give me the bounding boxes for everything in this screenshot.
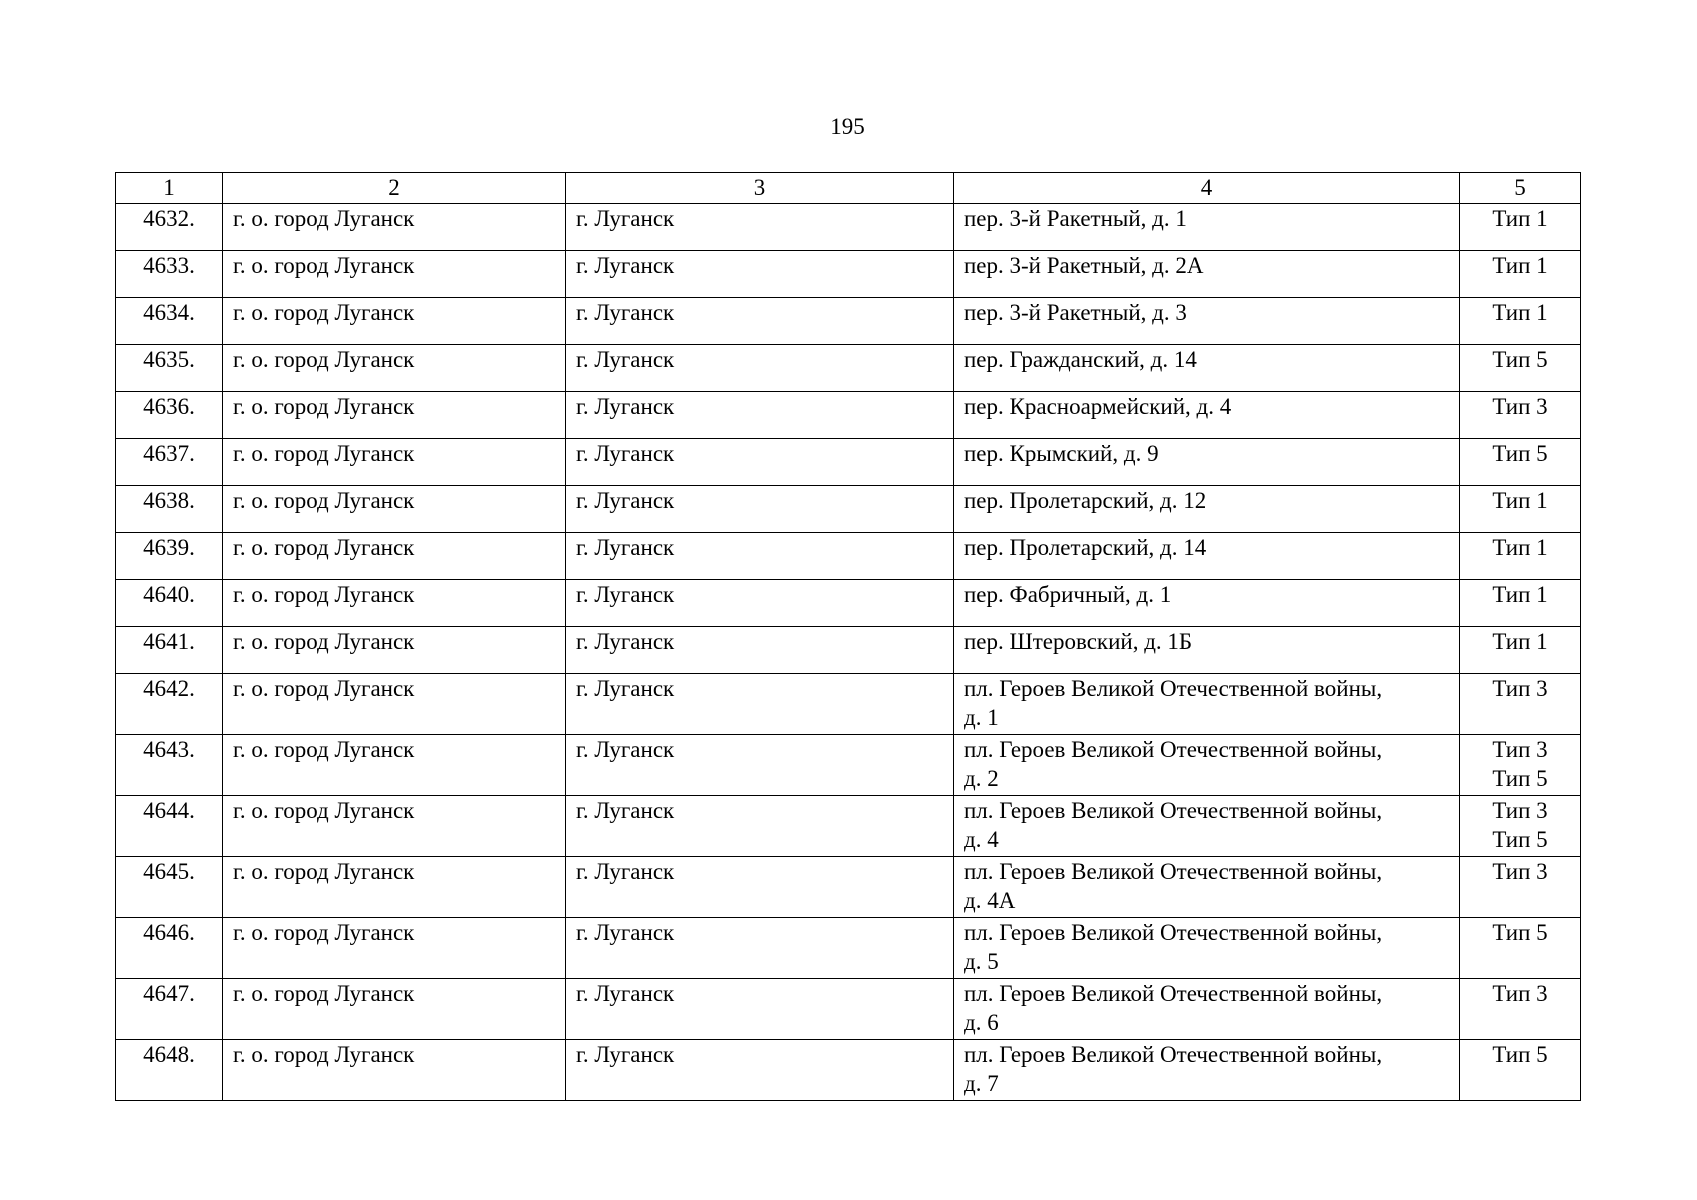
address-cell [954,439,1460,486]
district-cell: г. о. город Луганск [223,857,566,918]
type-cell [1460,533,1581,580]
type-line: Тип 1 [1492,206,1548,231]
row-number-cell: 4642. [116,674,223,735]
address-line: д. 1 [964,705,999,730]
address-cell [954,918,1460,979]
table-row [116,796,1581,857]
table-row [116,251,1581,298]
district-cell: г. о. город Луганск [223,439,566,486]
address-cell [954,204,1460,251]
address-cell [954,674,1460,735]
type-line: Тип 1 [1492,582,1548,607]
locality-cell: г. Луганск [566,486,954,533]
locality-cell: г. Луганск [566,627,954,674]
type-cell [1460,627,1581,674]
table-row [116,674,1581,735]
district-cell: г. о. город Луганск [223,345,566,392]
district-cell: г. о. город Луганск [223,580,566,627]
type-cell [1460,979,1581,1040]
type-line: Тип 1 [1492,488,1548,513]
row-number-cell: 4647. [116,979,223,1040]
locality-cell: г. Луганск [566,735,954,796]
type-cell [1460,674,1581,735]
type-cell [1460,918,1581,979]
table-row [116,918,1581,979]
address-cell [954,796,1460,857]
header-cell-4: 4 [954,173,1460,204]
row-number-cell: 4644. [116,796,223,857]
row-number-cell: 4634. [116,298,223,345]
district-cell: г. о. город Луганск [223,627,566,674]
address-cell [954,345,1460,392]
district-cell: г. о. город Луганск [223,251,566,298]
address-cell [954,735,1460,796]
locality-cell: г. Луганск [566,251,954,298]
address-cell [954,1040,1460,1101]
address-line: пер. Пролетарский, д. 12 [964,488,1207,513]
table-row [116,580,1581,627]
locality-cell: г. Луганск [566,345,954,392]
locality-cell: г. Луганск [566,204,954,251]
district-cell: г. о. город Луганск [223,533,566,580]
table-row [116,533,1581,580]
type-line: Тип 1 [1492,300,1548,325]
table-row [116,1040,1581,1101]
type-cell [1460,204,1581,251]
address-line: д. 4 [964,827,999,852]
address-line: пер. Пролетарский, д. 14 [964,535,1207,560]
district-cell: г. о. город Луганск [223,1040,566,1101]
address-line: пл. Героев Великой Отечественной войны, [964,737,1383,762]
table-row [116,857,1581,918]
row-number-cell: 4637. [116,439,223,486]
type-line: Тип 5 [1492,827,1548,852]
row-number-cell: 4636. [116,392,223,439]
address-cell [954,580,1460,627]
locality-cell: г. Луганск [566,674,954,735]
address-line: пер. Штеровский, д. 1Б [964,629,1193,654]
type-cell [1460,735,1581,796]
header-row [116,173,1581,204]
row-number-cell: 4646. [116,918,223,979]
type-cell [1460,580,1581,627]
type-line: Тип 3 [1492,737,1548,762]
table-row [116,204,1581,251]
locality-cell: г. Луганск [566,533,954,580]
type-line: Тип 1 [1492,629,1548,654]
type-line: Тип 5 [1492,920,1548,945]
type-line: Тип 5 [1492,347,1548,372]
row-number-cell: 4640. [116,580,223,627]
type-cell [1460,1040,1581,1101]
address-line: д. 4А [964,888,1016,913]
locality-cell: г. Луганск [566,857,954,918]
address-line: д. 2 [964,766,999,791]
type-line: Тип 3 [1492,676,1548,701]
locality-cell: г. Луганск [566,580,954,627]
type-cell [1460,298,1581,345]
locality-cell: г. Луганск [566,298,954,345]
locality-cell: г. Луганск [566,918,954,979]
district-cell: г. о. город Луганск [223,392,566,439]
type-line: Тип 1 [1492,535,1548,560]
row-number-cell: 4639. [116,533,223,580]
table-row [116,627,1581,674]
address-cell [954,627,1460,674]
address-line: д. 7 [964,1071,999,1096]
type-line: Тип 5 [1492,441,1548,466]
district-cell: г. о. город Луганск [223,918,566,979]
type-line: Тип 3 [1492,859,1548,884]
type-cell [1460,857,1581,918]
address-line: д. 5 [964,949,999,974]
locality-cell: г. Луганск [566,1040,954,1101]
district-cell: г. о. город Луганск [223,674,566,735]
table-header [116,173,1581,204]
locality-cell: г. Луганск [566,979,954,1040]
header-cell-3: 3 [566,173,954,204]
address-line: пл. Героев Великой Отечественной войны, [964,1042,1383,1067]
table-row [116,298,1581,345]
header-cell-2: 2 [223,173,566,204]
table-body [116,204,1581,1101]
type-cell [1460,796,1581,857]
type-line: Тип 3 [1492,394,1548,419]
address-cell [954,251,1460,298]
row-number-cell: 4635. [116,345,223,392]
table-row [116,486,1581,533]
row-number-cell: 4632. [116,204,223,251]
address-line: пл. Героев Великой Отечественной войны, [964,859,1383,884]
address-line: пл. Героев Великой Отечественной войны, [964,676,1383,701]
address-line: пер. Фабричный, д. 1 [964,582,1172,607]
district-cell: г. о. город Луганск [223,204,566,251]
locality-cell: г. Луганск [566,439,954,486]
type-cell [1460,345,1581,392]
row-number-cell: 4643. [116,735,223,796]
address-line: пл. Героев Великой Отечественной войны, [964,798,1383,823]
address-line: пер. Крымский, д. 9 [964,441,1159,466]
registry-table [115,172,1581,1101]
address-cell [954,392,1460,439]
address-line: пл. Героев Великой Отечественной войны, [964,981,1383,1006]
locality-cell: г. Луганск [566,392,954,439]
address-line: пер. 3-й Ракетный, д. 1 [964,206,1187,231]
row-number-cell: 4645. [116,857,223,918]
district-cell: г. о. город Луганск [223,486,566,533]
type-cell [1460,439,1581,486]
type-cell [1460,486,1581,533]
type-cell [1460,251,1581,298]
address-cell [954,298,1460,345]
address-cell [954,533,1460,580]
page-number: 195 [830,114,865,139]
district-cell: г. о. город Луганск [223,979,566,1040]
row-number-cell: 4638. [116,486,223,533]
address-cell [954,857,1460,918]
district-cell: г. о. город Луганск [223,796,566,857]
row-number-cell: 4648. [116,1040,223,1101]
table-row [116,392,1581,439]
row-number-cell: 4633. [116,251,223,298]
table-row [116,979,1581,1040]
district-cell: г. о. город Луганск [223,735,566,796]
type-cell [1460,392,1581,439]
header-cell-5: 5 [1460,173,1581,204]
locality-cell: г. Луганск [566,796,954,857]
address-line: пер. 3-й Ракетный, д. 3 [964,300,1187,325]
header-cell-1: 1 [116,173,223,204]
row-number-cell: 4641. [116,627,223,674]
address-line: д. 6 [964,1010,999,1035]
type-line: Тип 1 [1492,253,1548,278]
table-row [116,345,1581,392]
address-line: пер. 3-й Ракетный, д. 2А [964,253,1204,278]
address-cell [954,979,1460,1040]
type-line: Тип 5 [1492,1042,1548,1067]
district-cell: г. о. город Луганск [223,298,566,345]
table-row [116,439,1581,486]
address-line: пл. Героев Великой Отечественной войны, [964,920,1383,945]
address-cell [954,486,1460,533]
type-line: Тип 5 [1492,766,1548,791]
type-line: Тип 3 [1492,798,1548,823]
address-line: пер. Гражданский, д. 14 [964,347,1197,372]
address-line: пер. Красноармейский, д. 4 [964,394,1232,419]
table-row [116,735,1581,796]
type-line: Тип 3 [1492,981,1548,1006]
